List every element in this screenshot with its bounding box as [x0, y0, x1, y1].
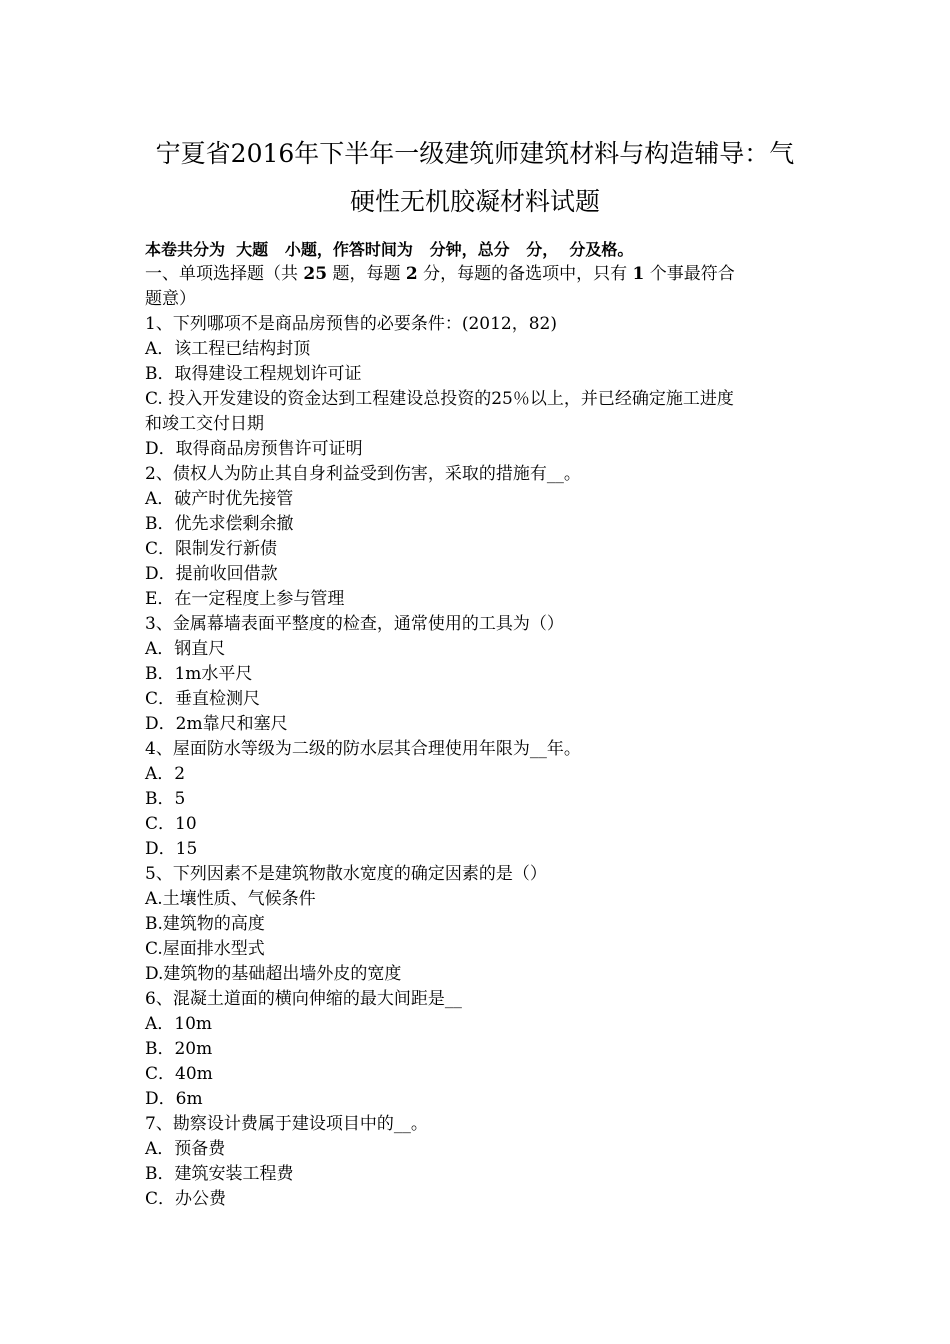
text-line: B．1m水平尺 — [145, 664, 253, 684]
text-line: C．40m — [145, 1064, 213, 1084]
text-line: A．预备费 — [145, 1139, 226, 1159]
text-line: A．钢直尺 — [145, 639, 226, 659]
points-per-question: 2 — [405, 264, 418, 284]
text-line: 7、勘察设计费属于建设项目中的__。 — [145, 1114, 428, 1134]
question-count: 25 — [303, 264, 328, 284]
section-text-b: 题，每题 — [327, 264, 406, 284]
text-line: C．垂直检测尺 — [145, 689, 261, 709]
text-line: D．6m — [145, 1089, 203, 1109]
text-line: 6、混凝土道面的横向伸缩的最大间距是__ — [145, 989, 462, 1009]
section-text-c: 分，每题的备选项中，只有 — [417, 264, 633, 284]
text-line: 和竣工交付日期 — [145, 414, 264, 434]
text-line: B．优先求偿剩余撤 — [145, 514, 294, 534]
text-line: A．2 — [145, 764, 186, 784]
text-line: C．限制发行新债 — [145, 539, 278, 559]
text-line: 4、屋面防水等级为二级的防水层其合理使用年限为__年。 — [145, 739, 581, 759]
section-text-a: 一、单项选择题（共 — [145, 264, 304, 284]
text-line: B．取得建设工程规划许可证 — [145, 364, 362, 384]
correct-option-count: 1 — [632, 264, 645, 284]
document-title-line-1: 宁夏省2016年下半年一级建筑师建筑材料与构造辅导：气 — [155, 139, 795, 168]
text-line: 5、下列因素不是建筑物散水宽度的确定因素的是（） — [145, 864, 547, 884]
text-line: D．取得商品房预售许可证明 — [145, 439, 363, 459]
text-line: 2、债权人为防止其自身利益受到伤害，采取的措施有__。 — [145, 464, 581, 484]
text-line: E．在一定程度上参与管理 — [145, 589, 345, 609]
section-text-d: 个事最符合 — [644, 264, 735, 284]
section-heading-line-2: 题意） — [145, 289, 196, 309]
exam-summary: 本卷共分为 大题 小题，作答时间为 分钟，总分 分， 分及格。 — [145, 240, 634, 259]
document-title-line-2: 硬性无机胶凝材料试题 — [349, 187, 600, 216]
text-line: 3、金属幕墙表面平整度的检查，通常使用的工具为（） — [145, 614, 564, 634]
text-line: C．办公费 — [145, 1189, 227, 1209]
text-line: D．提前收回借款 — [145, 564, 278, 584]
section-heading-line-1 — [145, 262, 815, 287]
text-line: A．破产时优先接管 — [145, 489, 294, 509]
text-line: B.建筑物的高度 — [145, 914, 265, 934]
text-line: A．该工程已结构封顶 — [145, 339, 311, 359]
text-line: A．10m — [145, 1014, 213, 1034]
text-line: 1、下列哪项不是商品房预售的必要条件：(2012，82) — [145, 314, 557, 334]
text-line: B．建筑安装工程费 — [145, 1164, 294, 1184]
question-list — [145, 312, 815, 1212]
text-line: A.土壤性质、气候条件 — [145, 889, 316, 909]
text-line: D.建筑物的基础超出墙外皮的宽度 — [145, 964, 402, 984]
text-line: B．5 — [145, 789, 186, 809]
text-line: C．10 — [145, 814, 197, 834]
text-line: D．15 — [145, 839, 198, 859]
document-body — [145, 237, 815, 1212]
text-line: C.屋面排水型式 — [145, 939, 265, 959]
text-line: B．20m — [145, 1039, 213, 1059]
text-line: C. 投入开发建设的资金达到工程建设总投资的25％以上，并已经确定施工进度 — [145, 389, 734, 409]
text-line: D．2m靠尺和塞尺 — [145, 714, 288, 734]
